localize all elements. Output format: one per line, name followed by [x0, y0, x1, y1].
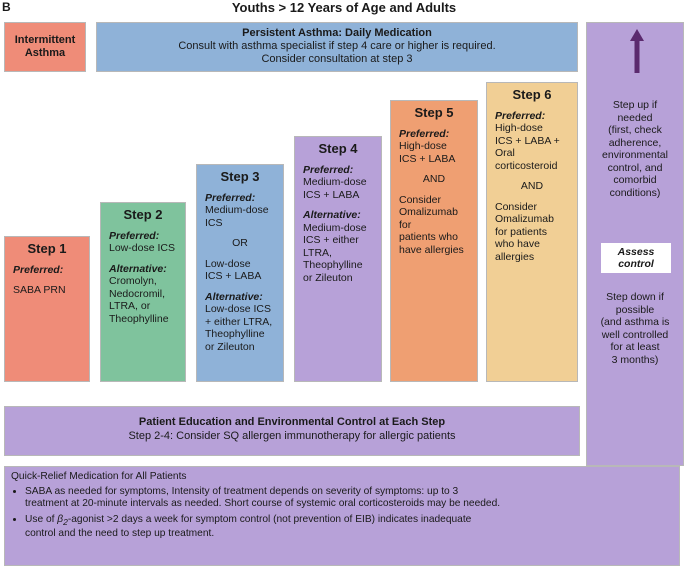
- step-2-preferred-label: Preferred:: [109, 229, 160, 242]
- step-down-line: 3 months): [611, 353, 659, 366]
- step-2-alternative-line: Nedocromil,: [109, 287, 166, 300]
- diagram-title: Youths > 12 Years of Age and Adults: [231, 0, 457, 15]
- step-up-line: adherence,: [608, 136, 662, 149]
- step-1-preferred-line: SABA PRN: [13, 284, 66, 296]
- step-1-preferred-label: Preferred:: [13, 263, 64, 276]
- step-down-line: for at least: [610, 341, 660, 353]
- step-5-consider-line: patients who: [399, 231, 458, 243]
- step-6-and: AND: [520, 180, 544, 192]
- step-5-consider-line: have allergies: [399, 243, 464, 256]
- step-up-line: comorbid: [613, 174, 657, 186]
- step-6-consider-line: allergies: [495, 250, 535, 263]
- step-2-box: [100, 202, 186, 382]
- step-down-line: Step down if: [606, 291, 664, 303]
- patient-education-box: [4, 406, 580, 456]
- step-down-line: possible: [615, 303, 655, 316]
- step-1-box: [4, 236, 90, 382]
- step-2-alternative-label: Alternative:: [109, 262, 167, 275]
- step-4-alternative-line: LTRA,: [303, 246, 332, 259]
- step-5-and: AND: [422, 173, 446, 185]
- step-5-preferred-line: High-dose: [399, 140, 447, 152]
- relief-bullet-2-line-2: control and the need to step up treatment.: [25, 528, 215, 540]
- education-line: Step 2-4: Consider SQ allergen immunotherapy for allergic patients: [128, 430, 456, 442]
- intermittent-line-1: Intermittent: [14, 34, 76, 46]
- relief-bullet-2-pre: Use of: [25, 514, 58, 525]
- intermittent-asthma-box: [4, 22, 86, 72]
- relief-list: [11, 486, 673, 540]
- step-3-alternative-line: + either LTRA,: [205, 315, 273, 328]
- panel-label: B: [2, 0, 11, 14]
- step-3-preferred-line: Medium-dose: [205, 204, 269, 216]
- assess-line: control: [618, 258, 654, 270]
- beta-subscript: 2: [63, 517, 68, 528]
- step-down-line: (and asthma is: [600, 316, 670, 328]
- step-5-title: Step 5: [414, 105, 454, 120]
- persistent-asthma-box: [96, 22, 578, 72]
- step-4-alternative-line: ICS + either: [303, 234, 359, 246]
- quick-relief-box: [4, 466, 680, 566]
- step-6-consider-line: for patients: [495, 225, 547, 238]
- step-up-line: needed: [617, 111, 653, 124]
- step-3-or: OR: [232, 237, 248, 249]
- step-up-line: control, and: [607, 161, 663, 174]
- persistent-line-1: Consult with asthma specialist if step 4 care or higher is required.: [178, 40, 496, 52]
- step-6-preferred-line: High-dose: [495, 122, 543, 134]
- step-2-alternative-line: Theophylline: [109, 312, 169, 325]
- step-3-alternative-line: Low-dose ICS: [205, 303, 271, 315]
- step-2-preferred-line: Low-dose ICS: [109, 242, 175, 254]
- relief-bullet: [25, 514, 673, 540]
- relief-title: Quick-Relief Medication for All Patients: [11, 471, 187, 482]
- relief-bullet: [25, 486, 673, 510]
- step-3-title: Step 3: [220, 169, 260, 184]
- step-3-preferred-line: ICS: [205, 216, 223, 229]
- step-up-line: (first, check: [608, 124, 662, 136]
- assess-control-box: [601, 243, 671, 273]
- step-6-consider-line: who have: [495, 238, 540, 250]
- step-3-preferred2-line: ICS + LABA: [205, 270, 262, 282]
- step-6-consider-line: Consider: [495, 200, 538, 213]
- step-6-preferred-line: corticosteroid: [495, 159, 558, 172]
- step-up-line: environmental: [602, 149, 668, 161]
- step-2-alternative-line: Cromolyn,: [109, 275, 157, 287]
- step-6-preferred-line: ICS + LABA +: [495, 134, 560, 147]
- persistent-line-2: Consider consultation at step 3: [261, 53, 413, 65]
- step-3-alternative-label: Alternative:: [205, 290, 263, 303]
- relief-bullet-1-line-2: treatment at 20-minute intervals as needed. Short course of systemic oral corticosteroids may be needed.: [25, 498, 501, 509]
- step-6-box: [486, 82, 578, 382]
- step-2-title: Step 2: [123, 207, 163, 222]
- assess-line: Assess: [617, 246, 655, 258]
- step-down-text: [593, 291, 677, 366]
- step-up-text: [593, 99, 677, 199]
- step-down-line: well controlled: [601, 328, 669, 341]
- step-1-title: Step 1: [27, 241, 67, 256]
- step-3-alternative-line: Theophylline: [205, 328, 265, 340]
- intermittent-line-2: Asthma: [24, 47, 66, 59]
- step-6-preferred-line: Oral: [495, 147, 515, 159]
- education-header: Patient Education and Environmental Control at Each Step: [138, 416, 446, 428]
- step-6-preferred-label: Preferred:: [495, 109, 546, 122]
- relief-bullet-2-post: -agonist >2 days a week for symptom control (not prevention of EIB) indicates inadequate: [67, 514, 472, 525]
- step-5-preferred-line: ICS + LABA: [399, 152, 456, 165]
- arrow-up-icon: [630, 29, 644, 73]
- step-5-box: [390, 100, 478, 382]
- step-5-consider-line: Consider: [399, 193, 442, 206]
- step-3-preferred-label: Preferred:: [205, 191, 256, 204]
- step-3-box: [196, 164, 284, 382]
- step-3-preferred2-line: Low-dose: [205, 257, 251, 270]
- step-5-consider-line: Omalizumab for: [399, 206, 458, 231]
- persistent-header: Persistent Asthma: Daily Medication: [242, 27, 432, 39]
- step-5-preferred-label: Preferred:: [399, 127, 450, 140]
- step-4-alternative-label: Alternative:: [303, 209, 361, 221]
- step-4-alternative-line: or Zileuton: [303, 271, 353, 284]
- step-6-consider-line: Omalizumab: [495, 213, 554, 225]
- step-up-line: conditions): [609, 186, 661, 199]
- step-up-down-column: [586, 22, 684, 466]
- step-2-alternative-line: LTRA, or: [109, 300, 151, 312]
- step-4-alternative-line: Theophylline: [303, 259, 363, 271]
- step-6-title: Step 6: [512, 87, 552, 102]
- step-4-preferred-label: Preferred:: [303, 163, 354, 176]
- step-4-title: Step 4: [318, 141, 358, 156]
- step-up-line: Step up if: [612, 99, 658, 111]
- step-4-preferred-line: Medium-dose: [303, 176, 367, 188]
- beta-symbol: β: [57, 514, 64, 525]
- step-3-alternative-line: or Zileuton: [205, 340, 255, 353]
- step-4-preferred-line: ICS + LABA: [303, 188, 360, 201]
- step-4-box: [294, 136, 382, 382]
- step-4-alternative-line: Medium-dose: [303, 221, 367, 234]
- relief-bullet-1-line-1: SABA as needed for symptoms, Intensity of treatment depends on severity of symptoms: up to 3: [25, 486, 459, 497]
